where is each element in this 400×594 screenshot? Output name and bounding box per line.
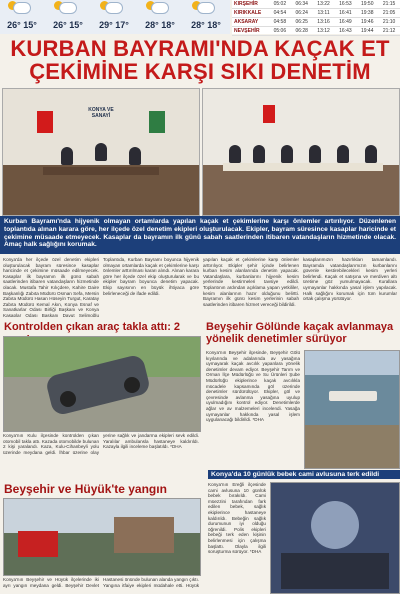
weather-day-4: 28° 18° [138, 0, 182, 34]
weather-day-2: 26° 15° [46, 0, 90, 34]
table-row: KIRŞEHİR 05:02 06:34 13:22 16:53 19:50 21:15 [232, 0, 400, 9]
flag [263, 105, 275, 123]
table [223, 163, 383, 171]
table-row: NEVŞEHİR 05:06 06:28 13:12 16:43 19:44 21:12 [232, 27, 400, 36]
person [129, 147, 141, 165]
cloud-icon [106, 3, 122, 13]
article-body-col2: Toplantıda, Kurban Bayramı boyunca hijyenik olmayan ortamlarda kaçak et çekimlerine karşı önlemler arttırılması kararı alındı. Alınan karara göre her ilçede özel ekip oluşturularak ve bu ekipler bayram boyunca denetim yapacak. Ekip sayısının en büyük ihtiyaca göre belirleneceği de ifade edildi. [103, 257, 199, 296]
building [281, 553, 389, 589]
prayer-times-table [232, 0, 400, 34]
wheel [60, 391, 76, 407]
person [61, 147, 73, 165]
article-body-col4: kasaplarımızın hazırlıkları tamamlandı. Bayramda vatandaşlarımızın kurbanlarını güvenle kestirebilecekleri kesim yerleri belirlendi. Kaçak et satışına ve merdiven altı üretime göz yumulmayacak. Kurallara uymayanlar hakkında yasal işlem yapılacak. Halk sağlığını korumak için tüm kurumlar ortak çalışma yürütüyor. [303, 257, 397, 302]
light [311, 501, 359, 549]
table-row: KIRIKKALE 04:54 06:24 13:11 16:41 19:38 21:05 [232, 9, 400, 18]
boat [329, 391, 377, 401]
article-title: Beyşehir Gölünde kaçak avlanmaya yönelik denetimler sürüyor [206, 321, 394, 345]
person [337, 145, 349, 163]
cloud-icon [152, 3, 168, 13]
table [43, 167, 159, 175]
article-title: Kontrolden çıkan araç takla attı: 2 [4, 321, 181, 333]
article-title-bar: Konya'da 10 günlük bebek cami avlusuna terk edildi [208, 470, 400, 479]
fire-truck [18, 531, 58, 557]
flag [149, 111, 165, 133]
article-body: Konya'nın Beyşehir ilçesinde, Beyşehir Gölü kıyılarında ve adalarında av yasağına uymayarak kaçak avcılık yapanlara yönelik denetimler devam ediyor. Beyşehir Tarım ve Orman İlçe Müdürlüğü ve Su Ürünleri Şube Müdürlüğü ekiplerince kaçak avcılıkla mücadele kapsamında göl üzerinde denetimler sürdürülüyor. Ekipler, göl ve çevresinde avlanma yasağına uyulup uyulmadığını kontrol ediyor. Denetimlerde ağlar ve av malzemeleri incelendi. Yasağa uymayanlar hakkında yasal işlem uygulanacağı bildirildi. *DHA [206, 350, 300, 423]
article-body: Konya'nın Ereğli ilçesinde cami avlusuna 10 günlük bebek bırakıldı. Cami müezzini tarafından fark edilen bebek, sağlık ekiplerince hastaneye kaldırıldı. Bebeğin sağlık durumunun iyi olduğu öğrenildi. Polis ekipleri bebeği terk eden kişinin belirlenmesi için çalışma başlattı. Olayla ilgili soruşturma sürüyor. *DHA [208, 482, 266, 555]
building [114, 517, 174, 553]
accident-photo [3, 336, 201, 432]
article-body-col3: yapılan kaçak et çekimlerine karşı önlemler arttırılıyor. Ekipler şehir içinde belirlenen kurban kesim alanlarında denetim yapacak. Vatandaşlara, kurbanlarını hijyenik kesim yerlerinde kestirmeleri tavsiye edildi. Toplantının ardından açıklama yapan yetkililer, kesim alanlarının hazır olduğunu belirtti. Bayramın ilk günü kesim yerlerinin sabah saatlerinden itibaren hizmet vereceği bildirildi. [203, 257, 299, 307]
person [253, 145, 265, 163]
cloud-icon [14, 3, 30, 13]
article-body: Konya'nın Kulu ilçesinde kontrolden çıkan otomobil takla attı. Kazada otomobilde bulunan 2 kişi yaralandı. Kaza, Kulu-Cihanbeyli yolu üzerinde meydana geldi. İhbar üzerine olay yerine sağlık ve jandarma ekipleri sevk edildi. Yaralılar ambulansla hastaneye kaldırıldı. Kazayla ilgili inceleme başlatıldı. *DHA [3, 433, 199, 455]
weather-strip [0, 0, 230, 34]
logo-text: KONYA VE SANAYİ [88, 107, 114, 119]
person [281, 145, 293, 163]
article-body: Konya'nın Beyşehir ve Hüyük ilçelerinde iki ayrı yangın meydana geldi. Beyşehir Devlet Hastanesi önünde bulunan alanda yangın çıktı. Yangına itfaiye ekipleri müdahale etti. Hüyük [3, 577, 199, 588]
fire-photo [3, 498, 201, 576]
person [309, 145, 321, 163]
cloud-icon [60, 3, 76, 13]
table-row: AKSARAY 04:58 06:25 13:16 16:49 19:46 21:10 [232, 18, 400, 27]
person [229, 145, 241, 163]
weather-day-1: 26° 15° [0, 0, 44, 34]
article-body-col1: Konya'da her ilçede özel denetim ekipleri oluşturulacak bayram süresince kasaplar haricinde et çekimine müsaade edilmeyecek. Kasaplar ilk bayramın ilk günü sabah saatlerinden itibaren vatandaşların hizmetinde olacak. Mustafa Tahir Kılıçdere, Kahire Daire Başkanlığı Zabıta Müdürü Osman Sefa, Mersin Zabıta Müdürü Hasan Hüseyin Turgut, Karatay Zabıta Müdürü Kemal Akın, Konya Esnaf ve Sanatkarlar Odası Birliği Başkanı ve Konya Kasaplar Odası Başkanı Davut Selimoğlu [3, 257, 99, 317]
mosque-photo [270, 482, 400, 594]
wheel [124, 377, 140, 393]
lake-photo [304, 350, 400, 469]
flag [37, 111, 53, 133]
main-headline: KURBAN BAYRAMI'NDA KAÇAK ET ÇEKİMİNE KARŞI SIKI DENETİM [10, 36, 390, 84]
person [365, 145, 377, 163]
cloud-icon [198, 3, 214, 13]
meeting-photo-left [2, 88, 200, 216]
subheadline-bar: Kurban Bayramı'nda hijyenik olmayan ortamlarda yapılan kaçak et çekimlerine karşı önlemler artırılıyor. Düzenlenen toplantıda alınan karara göre, her ilçede özel denetim ekipleri oluşturulacak. Ekipler, bayram süresince kasaplar haricinde et çekimine müsaade etmeyecek. Kasaplar da bayramın ilk günü sabah saatlerinden itibaren vatandaşların hizmetinde olacak. Amaç halk sağlığını korumak. [0, 216, 400, 254]
person [95, 143, 107, 161]
article-title: Beyşehir ve Hüyük'te yangın [4, 482, 167, 496]
weather-day-3: 29° 17° [92, 0, 136, 34]
weather-day-5: 28° 18° [184, 0, 228, 34]
meeting-photo-right [202, 88, 400, 216]
